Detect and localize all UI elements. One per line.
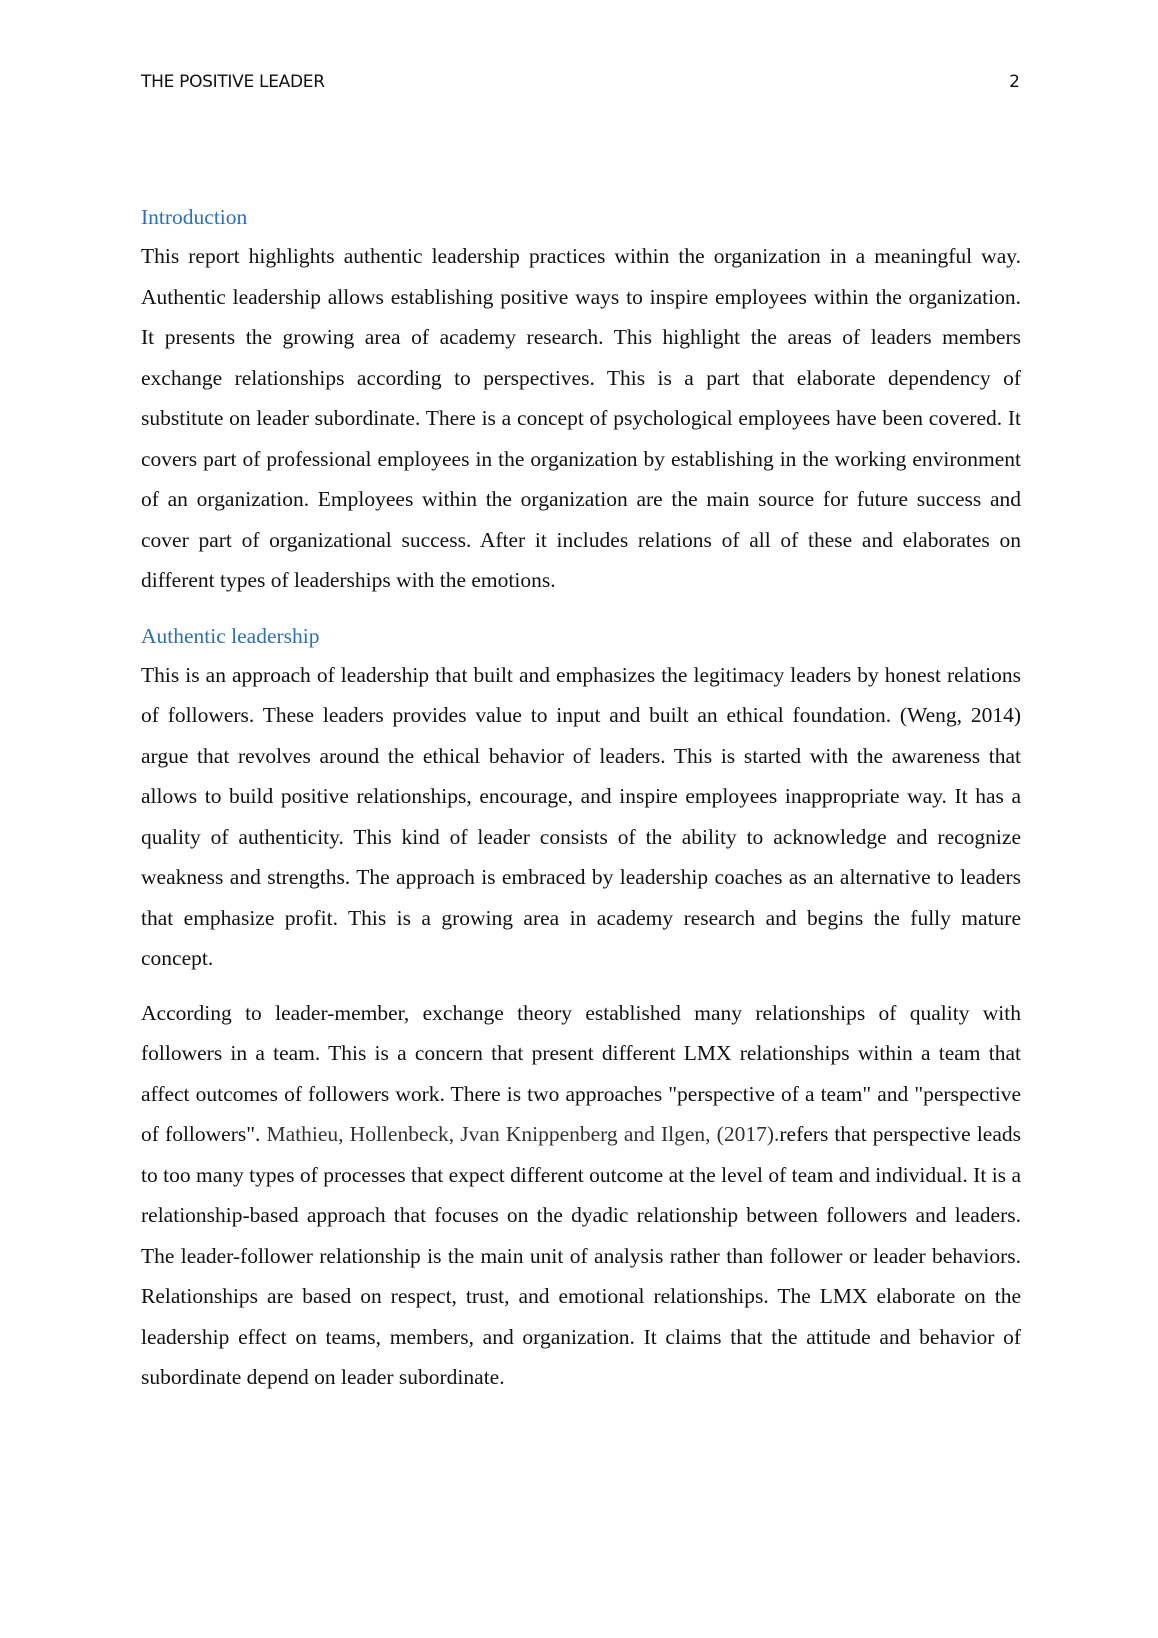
paragraph: This is an approach of leadership that built and emphasizes the legitimacy leaders by honest relations of followers. These leaders provides value to input and built an ethical foundation. (Weng, 2014) argue that revolves around the ethical behavior of leaders. This is started with the awareness that allows to build positive relationships, encourage, and inspire employees inappropriate way. It has a quality of authenticity. This kind of leader consists of the ability to acknowledge and recognize weakness and strengths. The approach is embraced by leadership coaches as an alternative to leaders that emphasize profit. This is a growing area in academy research and begins the fully mature concept. [141, 662, 1021, 970]
page-number: 2 [1009, 72, 1020, 92]
paragraph-text: refers that perspective leads to too many types of processes that expect different outcome at the level of team and individual. It is a relationship-based approach that focuses on the dyadic relationship between followers and leaders. The leader-follower relationship is the main unit of analysis rather than follower or leader behaviors. Relationships are based on respect, trust, and emotional relationships. The LMX elaborate on the leadership effect on teams, members, and organization. It claims that the attitude and behavior of subordinate depend on leader subordinate. [141, 1122, 1022, 1389]
section-heading-authentic-leadership: Authentic leadership [141, 623, 320, 648]
page-header [141, 72, 1020, 96]
paragraph-text: According to leader-member, exchange theory established many relationships of quality with followers in a team. This is a concern that present different LMX relationships within a team that affect outcomes of followers work. There is two approaches "perspective of a team" and "perspective of followers". [141, 1000, 1021, 1146]
document-body [141, 202, 1021, 1398]
citation: Mathieu, Hollenbeck, Jvan Knippenberg and Ilgen, (2017). [266, 1122, 780, 1146]
running-title: THE POSITIVE LEADER [141, 72, 325, 92]
section-heading-introduction: Introduction [141, 205, 248, 229]
paragraph [141, 993, 1021, 1398]
paragraph: This report highlights authentic leadership practices within the organization in a meaningful way. Authentic leadership allows establishing positive ways to inspire employees within the organization. It presents the growing area of academy research. This highlight the areas of leaders members exchange relationships according to perspectives. This is a part that elaborate dependency of substitute on leader subordinate. There is a concept of psychological employees have been covered. It covers part of professional employees in the organization by establishing in the working environment of an organization. Employees within the organization are the main source for future success and cover part of organizational success. After it includes relations of all of these and elaborates on different types of leaderships with the emotions. [141, 244, 1021, 592]
